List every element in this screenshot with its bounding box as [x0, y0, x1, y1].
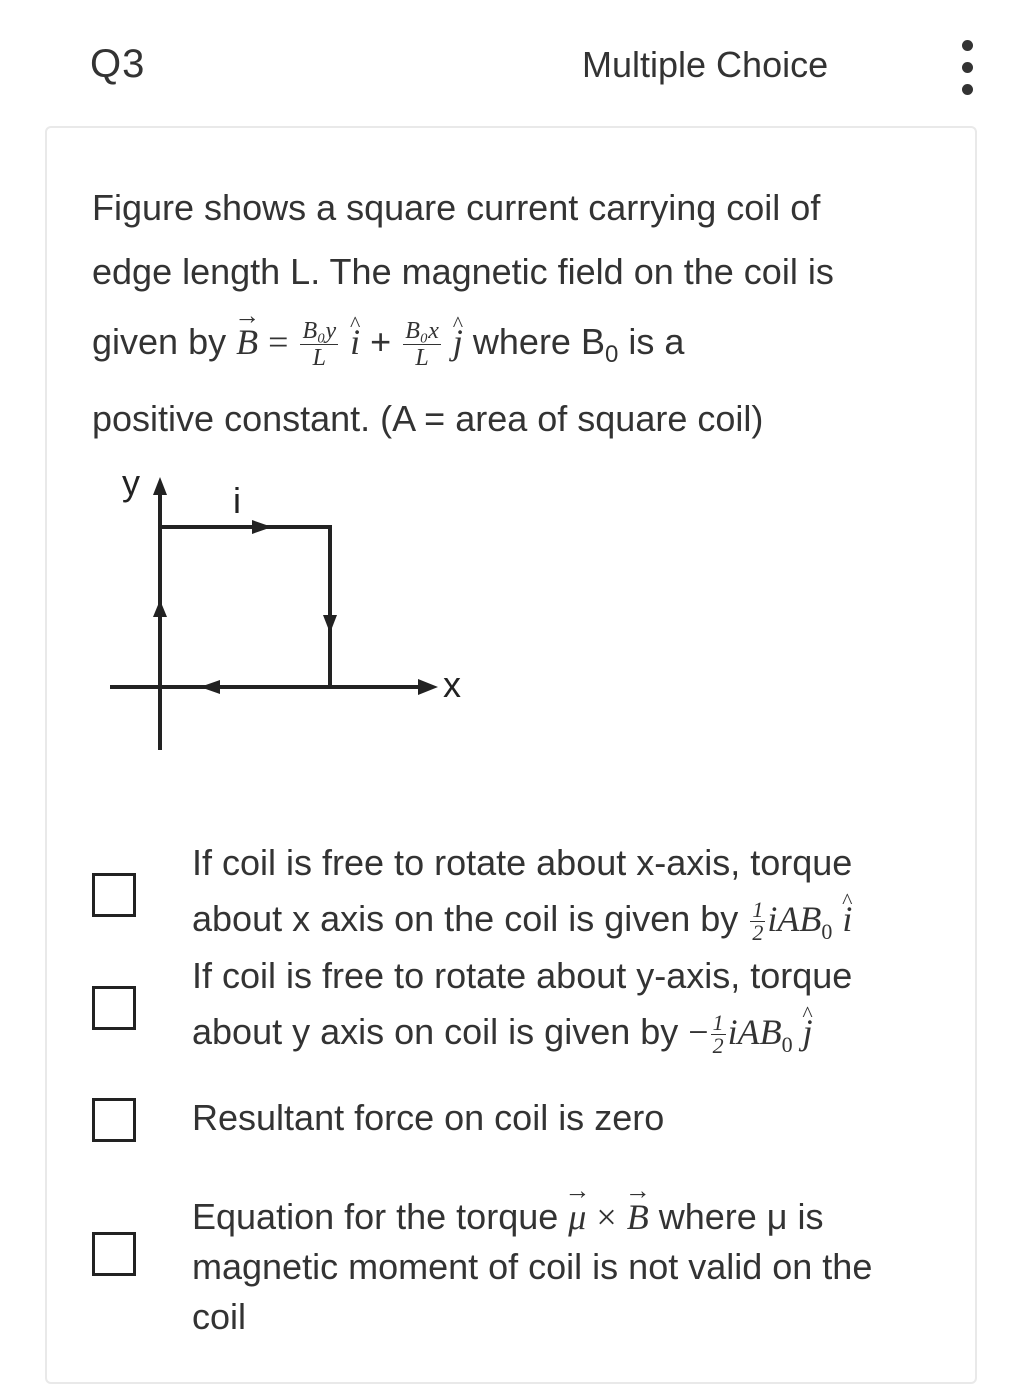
- option-3-checkbox[interactable]: [92, 1098, 136, 1142]
- option-3-text: Resultant force on coil is zero: [192, 1097, 665, 1138]
- x-axis-arrow: [418, 679, 438, 695]
- option-4-checkbox[interactable]: [92, 1232, 136, 1276]
- question-type: Multiple Choice: [582, 44, 829, 85]
- option-2[interactable]: [92, 948, 952, 1060]
- unit-vector-j: ^ j: [803, 1004, 813, 1060]
- option-1-text: If coil is free to rotate about x-axis, torque about x axis on the coil is given by $\frac{1}{2}$ iAB$_0$ ^ i: [192, 835, 932, 960]
- b-vector: → B: [627, 1192, 649, 1242]
- option-2-text: If coil is free to rotate about y-axis, torque about y axis on coil is given by − $\frac{1}{2}$ iAB$_0$ ^ j: [192, 948, 932, 1073]
- unit-vector-j: ^ j: [453, 310, 463, 374]
- current-arrow-bottom: [200, 680, 220, 694]
- current-arrow-right: [323, 615, 337, 633]
- option-4-text: Equation for the torque → μ × → B where μ is magnetic moment of coil is not valid on the coil: [192, 1192, 932, 1342]
- unit-vector-i: ^ i: [350, 310, 360, 374]
- option-2-checkbox[interactable]: [92, 986, 136, 1030]
- stem-line-1: Figure shows a square current carrying coil of: [92, 187, 821, 228]
- more-vertical-icon[interactable]: [948, 38, 988, 100]
- y-axis-arrow: [153, 477, 167, 495]
- y-axis-label: y: [122, 462, 140, 503]
- coil-figure: [100, 455, 480, 765]
- x-axis-label: x: [443, 664, 461, 705]
- stem-line-4: positive constant. (A = area of square coil): [92, 398, 764, 440]
- option-1[interactable]: [92, 835, 952, 947]
- stem-line-2: edge length L. The magnetic field on the coil is: [92, 251, 834, 292]
- question-number: Q3: [90, 42, 146, 86]
- question-header: [0, 0, 1024, 130]
- unit-vector-i: ^ i: [842, 891, 852, 947]
- square-coil: [160, 527, 330, 687]
- term1-fraction: $\frac{\text{B₀y}}{L}$: [302, 317, 337, 371]
- option-4[interactable]: [92, 1192, 952, 1352]
- current-label: i: [233, 480, 241, 521]
- current-arrow-left: [153, 600, 167, 617]
- mu-vector: → μ: [568, 1192, 586, 1242]
- question-stem: [92, 176, 932, 451]
- option-1-checkbox[interactable]: [92, 873, 136, 917]
- current-arrow-top: [252, 520, 272, 534]
- term2-fraction: $\frac{\text{B₀x}}{L}$: [405, 317, 439, 371]
- option-3[interactable]: [92, 1090, 952, 1150]
- b-vector: → B: [236, 310, 258, 374]
- stem-line-3: given by → B = $\frac{\text{B₀y}}{L}$ ^ i + $\frac{\text{B₀x}}{L}$ ^ j where $B_0$ is a: [92, 310, 932, 387]
